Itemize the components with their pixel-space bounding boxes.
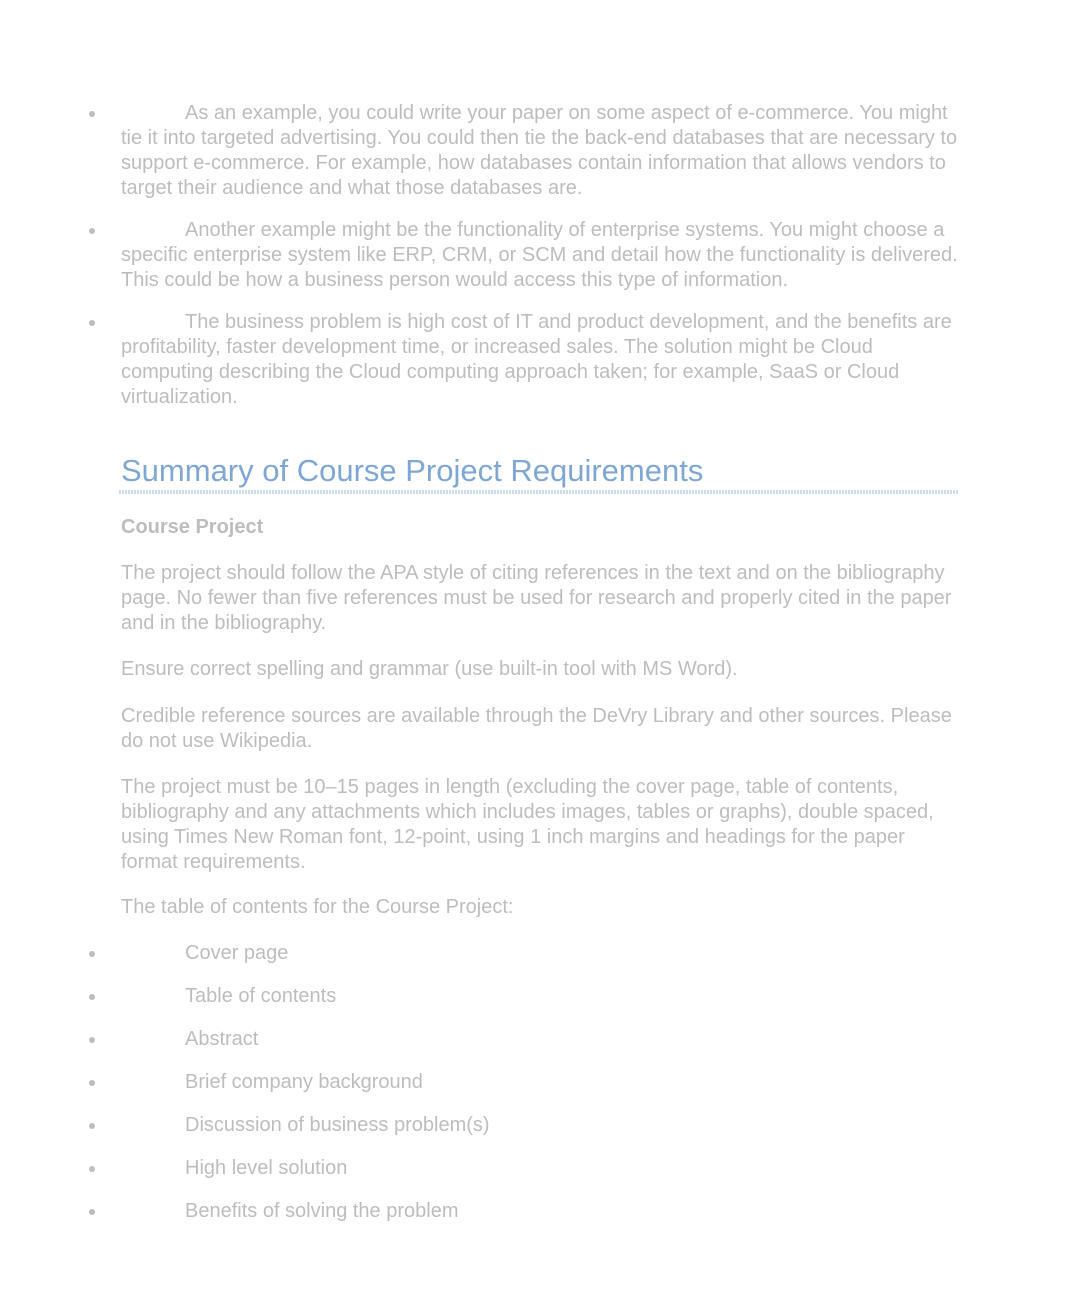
toc-item-text: Table of contents xyxy=(185,985,337,1007)
bullet-icon xyxy=(89,994,95,1000)
heading-underline xyxy=(119,490,959,494)
list-item xyxy=(0,310,1080,410)
bullet-icon xyxy=(89,1166,95,1172)
toc-item-text: Abstract xyxy=(185,1028,259,1050)
list-item xyxy=(0,1070,1080,1113)
bullet-icon xyxy=(89,1037,95,1043)
toc-item-text: Discussion of business problem(s) xyxy=(185,1114,490,1136)
example-bullet-list xyxy=(0,101,1080,427)
list-item xyxy=(0,1156,1080,1199)
list-item xyxy=(0,218,1080,293)
subheading: Course Project xyxy=(121,516,264,538)
bullet-icon xyxy=(89,951,95,957)
list-item xyxy=(0,941,1080,984)
list-item xyxy=(0,1199,1080,1242)
toc-item-text: Cover page xyxy=(185,942,289,964)
bullet-icon xyxy=(89,320,95,326)
toc-item-text: Benefits of solving the problem xyxy=(185,1200,459,1222)
toc-bullet-list xyxy=(0,941,1080,1242)
bullet-icon xyxy=(89,1209,95,1215)
section-heading: Summary of Course Project Requirements xyxy=(121,453,704,488)
bullet-icon xyxy=(89,111,95,117)
bullet-icon xyxy=(89,228,95,234)
list-item xyxy=(0,1113,1080,1156)
paragraph-spelling: Ensure correct spelling and grammar (use built-in tool with MS Word). xyxy=(121,658,738,680)
paragraph-apa-style: The project should follow the APA style of citing references in the text and on the bibliography page. No fewer than five references must be used for research and properly cited in the paper and in the bibliography. xyxy=(121,562,952,634)
toc-item-text: High level solution xyxy=(185,1157,348,1179)
bullet-icon xyxy=(89,1123,95,1129)
paragraph-references: Credible reference sources are available through the DeVry Library and other sources. Please do not use Wikipedia. xyxy=(121,705,952,752)
bullet-text: Another example might be the functionality of enterprise systems. You might choose a specific enterprise system like ERP, CRM, or SCM and detail how the functionality is delivered. This could be how a business person would access this type of information. xyxy=(121,219,958,291)
bullet-text: As an example, you could write your paper on some aspect of e-commerce. You might tie it into targeted advertising. You could then tie the back-end databases that are necessary to support e-commerce. For example, how databases contain information that allows vendors to target their audience and what those databases are. xyxy=(121,102,958,199)
bullet-icon xyxy=(89,1080,95,1086)
paragraph-toc-intro: The table of contents for the Course Project: xyxy=(121,896,514,918)
toc-item-text: Brief company background xyxy=(185,1071,423,1093)
list-item xyxy=(0,1027,1080,1070)
list-item xyxy=(0,101,1080,201)
list-item xyxy=(0,984,1080,1027)
paragraph-length: The project must be 10–15 pages in length (excluding the cover page, table of contents, bibliography and any attachments which includes images, tables or graphs), double spaced, using Times New Roman font, 12-point, using 1 inch margins and headings for the paper format requirements. xyxy=(121,776,934,873)
bullet-text: The business problem is high cost of IT and product development, and the benefits are profitability, faster development time, or increased sales. The solution might be Cloud computing describing the Cloud computing approach taken; for example, SaaS or Cloud virtualization. xyxy=(121,311,952,408)
